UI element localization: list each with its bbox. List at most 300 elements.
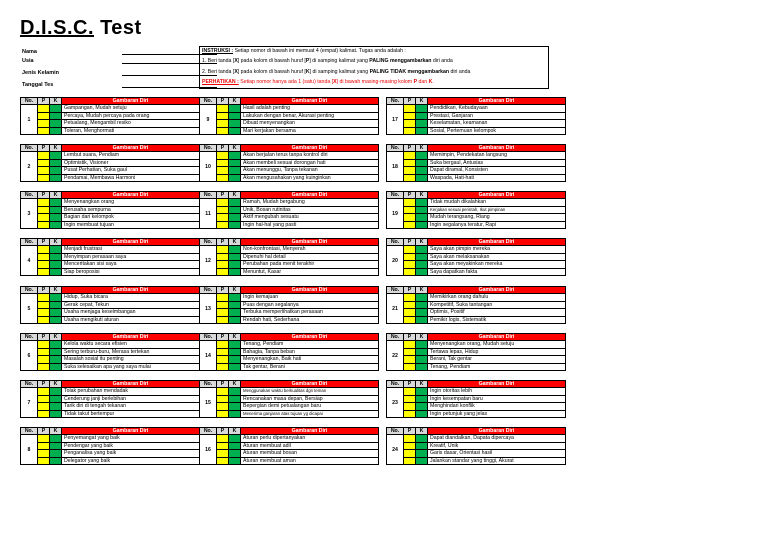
- statement-text: Kelola waktu secara efisien: [62, 341, 200, 348]
- header-row: [200, 381, 379, 388]
- question-number: 23: [387, 388, 404, 418]
- k-checkbox[interactable]: [50, 410, 62, 417]
- p-checkbox[interactable]: [38, 403, 50, 410]
- header-no: No.: [387, 381, 404, 388]
- header-p: P: [404, 334, 416, 341]
- k-checkbox[interactable]: [416, 199, 428, 206]
- statement-text: Kompetitif, Suka tantangan: [428, 301, 566, 308]
- question-table: [386, 333, 566, 371]
- k-checkbox[interactable]: [50, 388, 62, 395]
- k-checkbox[interactable]: [50, 246, 62, 253]
- p-checkbox[interactable]: [38, 253, 50, 260]
- p-checkbox[interactable]: [217, 457, 229, 464]
- k-checkbox[interactable]: [416, 246, 428, 253]
- header-no: No.: [387, 239, 404, 246]
- statement-row: [200, 174, 379, 181]
- k-checkbox[interactable]: [229, 167, 241, 174]
- statement-text: Menyenangkan, Baik hati: [241, 356, 379, 363]
- k-checkbox[interactable]: [416, 301, 428, 308]
- question-group: [20, 238, 200, 276]
- k-checkbox[interactable]: [50, 435, 62, 442]
- question-number: 4: [21, 246, 38, 276]
- p-checkbox[interactable]: [404, 214, 416, 221]
- p-checkbox[interactable]: [38, 221, 50, 228]
- header-k: K: [229, 287, 241, 294]
- k-checkbox[interactable]: [229, 246, 241, 253]
- k-checkbox[interactable]: [416, 214, 428, 221]
- k-checkbox[interactable]: [416, 167, 428, 174]
- p-checkbox[interactable]: [404, 316, 416, 323]
- p-checkbox[interactable]: [38, 442, 50, 449]
- p-checkbox[interactable]: [404, 159, 416, 166]
- k-checkbox[interactable]: [50, 105, 62, 112]
- k-checkbox[interactable]: [229, 159, 241, 166]
- header-p: P: [217, 192, 229, 199]
- p-checkbox[interactable]: [404, 268, 416, 275]
- instructions-step-1: 1. Beri tanda [X] pada kolom di bawah huruf [P] di samping kalimat yang PALING menggambarkan diri anda: [202, 58, 453, 64]
- p-checkbox[interactable]: [404, 450, 416, 457]
- p-checkbox[interactable]: [217, 253, 229, 260]
- p-checkbox[interactable]: [217, 112, 229, 119]
- p-checkbox[interactable]: [217, 301, 229, 308]
- header-row: [21, 334, 200, 341]
- k-checkbox[interactable]: [229, 395, 241, 402]
- k-checkbox[interactable]: [229, 450, 241, 457]
- question-number: 11: [200, 199, 217, 229]
- p-checkbox[interactable]: [217, 450, 229, 457]
- header-k: K: [50, 192, 62, 199]
- p-checkbox[interactable]: [38, 105, 50, 112]
- statement-text: Hidup, Suka bicara: [62, 294, 200, 301]
- title-prefix: D.I.S.C.: [20, 17, 95, 39]
- header-desc: Gambaran Diri: [428, 98, 566, 105]
- p-checkbox[interactable]: [217, 120, 229, 127]
- p-checkbox[interactable]: [38, 159, 50, 166]
- k-checkbox[interactable]: [416, 356, 428, 363]
- header-k: K: [229, 98, 241, 105]
- p-checkbox[interactable]: [217, 316, 229, 323]
- k-checkbox[interactable]: [416, 450, 428, 457]
- k-checkbox[interactable]: [416, 457, 428, 464]
- statement-text: Menghindari konflik: [428, 403, 566, 410]
- question-group: [386, 97, 566, 135]
- p-checkbox[interactable]: [38, 127, 50, 134]
- p-checkbox[interactable]: [217, 341, 229, 348]
- p-checkbox[interactable]: [217, 214, 229, 221]
- k-checkbox[interactable]: [416, 403, 428, 410]
- p-checkbox[interactable]: [404, 105, 416, 112]
- p-checkbox[interactable]: [217, 159, 229, 166]
- p-checkbox[interactable]: [404, 395, 416, 402]
- p-checkbox[interactable]: [38, 120, 50, 127]
- header-desc: Gambaran Diri: [62, 192, 200, 199]
- statement-row: [21, 246, 200, 253]
- p-checkbox[interactable]: [217, 261, 229, 268]
- p-checkbox[interactable]: [404, 253, 416, 260]
- p-checkbox[interactable]: [404, 348, 416, 355]
- statement-row: [387, 159, 566, 166]
- p-checkbox[interactable]: [404, 167, 416, 174]
- k-checkbox[interactable]: [229, 403, 241, 410]
- k-checkbox[interactable]: [416, 309, 428, 316]
- p-checkbox[interactable]: [404, 388, 416, 395]
- statement-row: [387, 206, 566, 213]
- statement-text: Akan mengusahakan yang kuinginkan: [241, 174, 379, 181]
- statement-row: [387, 442, 566, 449]
- statement-row: [200, 356, 379, 363]
- p-checkbox[interactable]: [404, 435, 416, 442]
- k-checkbox[interactable]: [229, 221, 241, 228]
- k-checkbox[interactable]: [416, 410, 428, 417]
- question-group: [20, 380, 200, 418]
- k-checkbox[interactable]: [50, 309, 62, 316]
- k-checkbox[interactable]: [50, 356, 62, 363]
- p-checkbox[interactable]: [38, 246, 50, 253]
- k-checkbox[interactable]: [229, 435, 241, 442]
- k-checkbox[interactable]: [229, 348, 241, 355]
- k-checkbox[interactable]: [50, 316, 62, 323]
- k-checkbox[interactable]: [50, 442, 62, 449]
- p-checkbox[interactable]: [217, 395, 229, 402]
- k-checkbox[interactable]: [229, 120, 241, 127]
- k-checkbox[interactable]: [50, 301, 62, 308]
- p-checkbox[interactable]: [38, 341, 50, 348]
- p-checkbox[interactable]: [217, 410, 229, 417]
- k-checkbox[interactable]: [416, 388, 428, 395]
- p-checkbox[interactable]: [404, 112, 416, 119]
- header-k: K: [416, 192, 428, 199]
- statement-text: Pusat Perhatian, Suka gaul: [62, 167, 200, 174]
- header-p: P: [38, 334, 50, 341]
- p-checkbox[interactable]: [217, 435, 229, 442]
- header-no: No.: [200, 287, 217, 294]
- question-table: [20, 191, 200, 229]
- k-checkbox[interactable]: [50, 159, 62, 166]
- p-checkbox[interactable]: [38, 301, 50, 308]
- p-checkbox[interactable]: [38, 112, 50, 119]
- p-checkbox[interactable]: [217, 199, 229, 206]
- k-checkbox[interactable]: [416, 253, 428, 260]
- k-checkbox[interactable]: [416, 294, 428, 301]
- statement-text: Optimis, Positif: [428, 309, 566, 316]
- p-checkbox[interactable]: [217, 268, 229, 275]
- k-checkbox[interactable]: [229, 174, 241, 181]
- p-checkbox[interactable]: [38, 199, 50, 206]
- p-checkbox[interactable]: [38, 356, 50, 363]
- statement-text: Prestasi, Ganjaran: [428, 112, 566, 119]
- p-checkbox[interactable]: [217, 363, 229, 370]
- statement-text: Akan menunggu, Tanpa tekanan: [241, 167, 379, 174]
- p-checkbox[interactable]: [217, 221, 229, 228]
- header-no: No.: [21, 334, 38, 341]
- k-checkbox[interactable]: [229, 199, 241, 206]
- header-k: K: [229, 239, 241, 246]
- header-desc: Gambaran Diri: [241, 428, 379, 435]
- statement-row: [21, 388, 200, 395]
- header-desc: Gambaran Diri: [62, 381, 200, 388]
- p-checkbox[interactable]: [217, 403, 229, 410]
- statement-row: [200, 388, 379, 395]
- statement-text: Toleran, Menghormati: [62, 127, 200, 134]
- p-checkbox[interactable]: [404, 199, 416, 206]
- p-checkbox[interactable]: [38, 395, 50, 402]
- p-checkbox[interactable]: [404, 403, 416, 410]
- k-checkbox[interactable]: [229, 442, 241, 449]
- k-checkbox[interactable]: [229, 363, 241, 370]
- k-checkbox[interactable]: [229, 105, 241, 112]
- k-checkbox[interactable]: [50, 214, 62, 221]
- p-checkbox[interactable]: [38, 294, 50, 301]
- p-checkbox[interactable]: [217, 294, 229, 301]
- p-checkbox[interactable]: [404, 341, 416, 348]
- question-table: [386, 286, 566, 324]
- header-row: [21, 192, 200, 199]
- question-group: [386, 380, 566, 418]
- question-table: [386, 238, 566, 276]
- statement-text: Sering terburu-buru, Merasa tertekan: [62, 348, 200, 355]
- k-checkbox[interactable]: [416, 268, 428, 275]
- p-checkbox[interactable]: [404, 457, 416, 464]
- p-checkbox[interactable]: [217, 206, 229, 213]
- question-number: 21: [387, 294, 404, 324]
- p-checkbox[interactable]: [404, 127, 416, 134]
- p-checkbox[interactable]: [404, 174, 416, 181]
- k-checkbox[interactable]: [416, 105, 428, 112]
- header-k: K: [416, 98, 428, 105]
- statement-row: [387, 167, 566, 174]
- header-k: K: [50, 239, 62, 246]
- k-checkbox[interactable]: [50, 199, 62, 206]
- k-checkbox[interactable]: [50, 341, 62, 348]
- k-checkbox[interactable]: [229, 268, 241, 275]
- header-k: K: [229, 192, 241, 199]
- p-checkbox[interactable]: [217, 442, 229, 449]
- question-number: 7: [21, 388, 38, 418]
- k-checkbox[interactable]: [50, 363, 62, 370]
- p-checkbox[interactable]: [38, 174, 50, 181]
- k-checkbox[interactable]: [416, 206, 428, 213]
- k-checkbox[interactable]: [416, 316, 428, 323]
- k-checkbox[interactable]: [416, 261, 428, 268]
- k-checkbox[interactable]: [50, 395, 62, 402]
- k-checkbox[interactable]: [50, 253, 62, 260]
- k-checkbox[interactable]: [50, 268, 62, 275]
- question-group: [20, 286, 200, 324]
- p-checkbox[interactable]: [404, 261, 416, 268]
- k-checkbox[interactable]: [50, 261, 62, 268]
- p-checkbox[interactable]: [38, 268, 50, 275]
- question-table: [199, 286, 379, 324]
- statement-row: [21, 159, 200, 166]
- k-checkbox[interactable]: [229, 294, 241, 301]
- header-row: [387, 334, 566, 341]
- field-tanggal-tes: [22, 82, 53, 88]
- statement-text: Menyenangkan orang: [62, 199, 200, 206]
- p-checkbox[interactable]: [217, 348, 229, 355]
- k-checkbox[interactable]: [50, 348, 62, 355]
- p-checkbox[interactable]: [38, 261, 50, 268]
- statement-text: Aturan membuat bosan: [241, 450, 379, 457]
- statement-text: Masalah sosial itu penting: [62, 356, 200, 363]
- p-checkbox[interactable]: [404, 246, 416, 253]
- statement-row: [200, 105, 379, 112]
- statement-row: [200, 152, 379, 159]
- header-desc: Gambaran Diri: [428, 145, 566, 152]
- k-checkbox[interactable]: [229, 388, 241, 395]
- k-checkbox[interactable]: [416, 159, 428, 166]
- k-checkbox[interactable]: [416, 435, 428, 442]
- question-number: 22: [387, 341, 404, 371]
- statement-row: [387, 403, 566, 410]
- statement-text: Percaya, Mudah percaya pada orang: [62, 112, 200, 119]
- header-k: K: [50, 145, 62, 152]
- k-checkbox[interactable]: [229, 152, 241, 159]
- header-p: P: [404, 381, 416, 388]
- k-checkbox[interactable]: [416, 174, 428, 181]
- k-checkbox[interactable]: [50, 294, 62, 301]
- p-checkbox[interactable]: [404, 221, 416, 228]
- k-checkbox[interactable]: [416, 152, 428, 159]
- header-no: No.: [21, 428, 38, 435]
- k-checkbox[interactable]: [416, 221, 428, 228]
- statement-row: [21, 253, 200, 260]
- k-checkbox[interactable]: [229, 301, 241, 308]
- k-checkbox[interactable]: [50, 206, 62, 213]
- k-checkbox[interactable]: [50, 403, 62, 410]
- k-checkbox[interactable]: [416, 127, 428, 134]
- question-table: [20, 97, 200, 135]
- p-checkbox[interactable]: [217, 356, 229, 363]
- p-checkbox[interactable]: [404, 309, 416, 316]
- k-checkbox[interactable]: [229, 206, 241, 213]
- k-checkbox[interactable]: [50, 457, 62, 464]
- header-k: K: [416, 145, 428, 152]
- p-checkbox[interactable]: [217, 105, 229, 112]
- statement-text: Tenang, Pendiam: [241, 341, 379, 348]
- statement-text: Tidak mudah dikalahkan: [428, 199, 566, 206]
- p-checkbox[interactable]: [217, 246, 229, 253]
- k-checkbox[interactable]: [229, 341, 241, 348]
- p-checkbox[interactable]: [38, 435, 50, 442]
- question-group: [20, 427, 200, 465]
- p-checkbox[interactable]: [38, 410, 50, 417]
- header-desc: Gambaran Diri: [428, 428, 566, 435]
- p-checkbox[interactable]: [38, 214, 50, 221]
- p-checkbox[interactable]: [404, 120, 416, 127]
- k-checkbox[interactable]: [416, 363, 428, 370]
- p-checkbox[interactable]: [217, 309, 229, 316]
- p-checkbox[interactable]: [38, 388, 50, 395]
- header-desc: Gambaran Diri: [62, 145, 200, 152]
- question-table: [386, 380, 566, 418]
- statement-row: [387, 199, 566, 206]
- statement-text: Memikirkan orang dahulu: [428, 294, 566, 301]
- p-checkbox[interactable]: [404, 442, 416, 449]
- p-checkbox[interactable]: [217, 174, 229, 181]
- k-checkbox[interactable]: [416, 120, 428, 127]
- statement-row: [200, 159, 379, 166]
- k-checkbox[interactable]: [229, 127, 241, 134]
- statement-text: Berusaha sempurna: [62, 206, 200, 213]
- k-checkbox[interactable]: [50, 174, 62, 181]
- k-checkbox[interactable]: [229, 309, 241, 316]
- header-no: No.: [200, 428, 217, 435]
- p-checkbox[interactable]: [404, 294, 416, 301]
- k-checkbox[interactable]: [416, 348, 428, 355]
- p-checkbox[interactable]: [38, 206, 50, 213]
- k-checkbox[interactable]: [229, 457, 241, 464]
- k-checkbox[interactable]: [416, 341, 428, 348]
- statement-row: [200, 403, 379, 410]
- p-checkbox[interactable]: [38, 167, 50, 174]
- p-checkbox[interactable]: [38, 152, 50, 159]
- k-checkbox[interactable]: [50, 152, 62, 159]
- p-checkbox[interactable]: [404, 356, 416, 363]
- k-checkbox[interactable]: [229, 410, 241, 417]
- p-checkbox[interactable]: [404, 206, 416, 213]
- k-checkbox[interactable]: [416, 395, 428, 402]
- p-checkbox[interactable]: [38, 348, 50, 355]
- statement-text: Tenang, Pendiam: [428, 363, 566, 370]
- statement-row: [200, 301, 379, 308]
- statement-text: Menyimpan perasaan saya: [62, 253, 200, 260]
- p-checkbox[interactable]: [38, 450, 50, 457]
- statement-row: [387, 410, 566, 417]
- k-checkbox[interactable]: [50, 120, 62, 127]
- statement-text: Suka selesaikan apa yang saya mulai: [62, 363, 200, 370]
- question-number: 2: [21, 152, 38, 182]
- p-checkbox[interactable]: [38, 309, 50, 316]
- k-checkbox[interactable]: [229, 356, 241, 363]
- p-checkbox[interactable]: [404, 410, 416, 417]
- p-checkbox[interactable]: [404, 301, 416, 308]
- statement-text: Aktif mengubah sesuatu: [241, 214, 379, 221]
- question-group: [20, 333, 200, 371]
- k-checkbox[interactable]: [50, 221, 62, 228]
- statement-text: Bepergian demi petualangan baru: [241, 403, 379, 410]
- statement-text: Menceritakan sisi saya: [62, 261, 200, 268]
- page-title: [20, 17, 142, 40]
- k-checkbox[interactable]: [229, 261, 241, 268]
- k-checkbox[interactable]: [50, 450, 62, 457]
- p-checkbox[interactable]: [38, 363, 50, 370]
- k-checkbox[interactable]: [229, 253, 241, 260]
- k-checkbox[interactable]: [50, 112, 62, 119]
- p-checkbox[interactable]: [217, 167, 229, 174]
- statement-text: Ingin kemajuan: [241, 294, 379, 301]
- k-checkbox[interactable]: [416, 112, 428, 119]
- p-checkbox[interactable]: [217, 127, 229, 134]
- question-number: 17: [387, 105, 404, 135]
- p-checkbox[interactable]: [217, 152, 229, 159]
- question-group: [386, 144, 566, 182]
- p-checkbox[interactable]: [38, 457, 50, 464]
- p-checkbox[interactable]: [38, 316, 50, 323]
- k-checkbox[interactable]: [50, 127, 62, 134]
- p-checkbox[interactable]: [217, 388, 229, 395]
- k-checkbox[interactable]: [50, 167, 62, 174]
- question-number: 24: [387, 435, 404, 465]
- k-checkbox[interactable]: [229, 112, 241, 119]
- question-table: [386, 97, 566, 135]
- p-checkbox[interactable]: [404, 152, 416, 159]
- k-checkbox[interactable]: [229, 316, 241, 323]
- p-checkbox[interactable]: [404, 363, 416, 370]
- k-checkbox[interactable]: [229, 214, 241, 221]
- k-checkbox[interactable]: [416, 442, 428, 449]
- header-p: P: [38, 381, 50, 388]
- statement-row: [387, 127, 566, 134]
